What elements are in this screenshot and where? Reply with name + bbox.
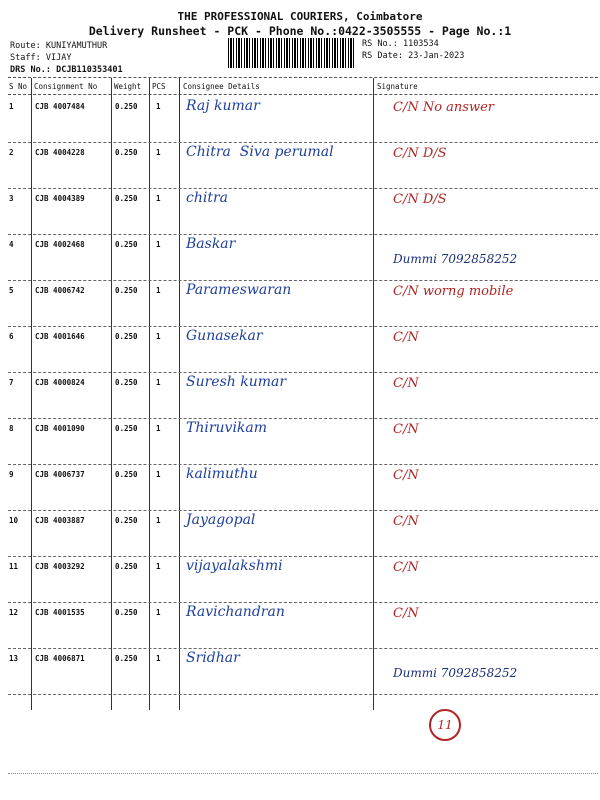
row-consignee-name: Ravichandran — [186, 604, 285, 620]
rs-date-label: RS Date: — [362, 51, 403, 61]
rs-date-field — [362, 50, 464, 62]
table-row — [8, 602, 598, 649]
row-signature-note: C/N — [393, 468, 419, 483]
row-weight: 0.250 — [115, 654, 138, 663]
table-row — [8, 96, 598, 143]
row-signature-note: C/N worng mobile — [393, 284, 514, 299]
staff-field — [10, 52, 71, 64]
row-consignment-no: CJB 4001646 — [35, 332, 85, 341]
row-signature-note: C/N D/S — [393, 192, 447, 207]
barcode — [228, 38, 356, 68]
row-signature-note: C/N — [393, 422, 419, 437]
table-row — [8, 372, 598, 419]
drs-value: DCJB110353401 — [56, 65, 123, 75]
route-value: KUNIYAMUTHUR — [45, 41, 108, 51]
table-row — [8, 234, 598, 281]
row-signature-note: C/N — [393, 560, 419, 575]
row-consignment-no: CJB 4004389 — [35, 194, 85, 203]
row-consignment-no: CJB 4001090 — [35, 424, 85, 433]
row-consignee-name: Suresh kumar — [186, 374, 287, 390]
row-weight: 0.250 — [115, 148, 138, 157]
staff-label: Staff: — [10, 53, 41, 63]
row-consignee-name: Sridhar — [186, 650, 240, 666]
row-consignee-name: Raj kumar — [186, 98, 260, 114]
page-count-stamp: 11 — [429, 709, 461, 741]
row-consignment-no: CJB 4006742 — [35, 286, 85, 295]
rs-date-value: 23-Jan-2023 — [408, 51, 465, 61]
row-consignee-name: kalimuthu — [186, 466, 258, 482]
row-consignment-no: CJB 4002468 — [35, 240, 85, 249]
table-row — [8, 556, 598, 603]
header-divider — [8, 77, 598, 78]
row-pcs: 1 — [156, 102, 161, 111]
row-sno: 11 — [9, 562, 19, 571]
row-consignee-name: vijayalakshmi — [186, 558, 283, 574]
row-pcs: 1 — [156, 470, 161, 479]
row-weight: 0.250 — [115, 516, 138, 525]
col-consignment: Consignment No — [34, 82, 98, 91]
row-consignee-name: Chitra Siva perumal — [186, 144, 334, 160]
row-signature-note: C/N — [393, 606, 419, 621]
row-sno: 9 — [9, 470, 14, 479]
row-weight: 0.250 — [115, 562, 138, 571]
row-weight: 0.250 — [115, 194, 138, 203]
row-sno: 6 — [9, 332, 14, 341]
row-consignee-name: Baskar — [186, 236, 236, 252]
col-consignee: Consignee Details — [183, 82, 260, 91]
row-consignment-no: CJB 4004228 — [35, 148, 85, 157]
row-signature-receiver: Dummi 7092858252 — [393, 252, 518, 266]
row-consignee-name: Jayagopal — [186, 512, 256, 528]
row-weight: 0.250 — [115, 332, 138, 341]
bottom-border — [8, 773, 598, 774]
row-pcs: 1 — [156, 424, 161, 433]
row-pcs: 1 — [156, 194, 161, 203]
row-sno: 4 — [9, 240, 14, 249]
row-consignment-no: CJB 4000824 — [35, 378, 85, 387]
rs-no-value: 1103534 — [402, 39, 439, 49]
row-pcs: 1 — [156, 148, 161, 157]
row-consignee-name: Thiruvikam — [186, 420, 268, 436]
row-sno: 5 — [9, 286, 14, 295]
row-pcs: 1 — [156, 608, 161, 617]
row-signature-note: C/N — [393, 376, 419, 391]
rs-no-field — [362, 38, 439, 50]
row-weight: 0.250 — [115, 470, 138, 479]
row-consignment-no: CJB 4003887 — [35, 516, 85, 525]
col-pcs: PCS — [152, 82, 166, 91]
row-weight: 0.250 — [115, 608, 138, 617]
route-label: Route: — [10, 41, 41, 51]
row-sno: 13 — [9, 654, 19, 663]
row-pcs: 1 — [156, 332, 161, 341]
row-consignee-name: Gunasekar — [186, 328, 263, 344]
row-signature-receiver: Dummi 7092858252 — [393, 666, 518, 680]
table-row — [8, 418, 598, 465]
row-weight: 0.250 — [115, 240, 138, 249]
table-row — [8, 280, 598, 327]
staff-value: VIJAY — [45, 53, 72, 63]
row-pcs: 1 — [156, 516, 161, 525]
row-weight: 0.250 — [115, 286, 138, 295]
table-row — [8, 326, 598, 373]
company-title: THE PROFESSIONAL COURIERS, Coimbatore — [177, 10, 423, 23]
table-row — [8, 648, 598, 695]
col-sno: S No — [9, 82, 28, 91]
row-consignment-no: CJB 4006871 — [35, 654, 85, 663]
row-consignment-no: CJB 4003292 — [35, 562, 85, 571]
row-pcs: 1 — [156, 378, 161, 387]
row-pcs: 1 — [156, 286, 161, 295]
row-sno: 8 — [9, 424, 14, 433]
row-pcs: 1 — [156, 654, 161, 663]
row-sno: 1 — [9, 102, 14, 111]
table-row — [8, 188, 598, 235]
row-pcs: 1 — [156, 240, 161, 249]
table-row — [8, 142, 598, 189]
row-weight: 0.250 — [115, 102, 138, 111]
row-sno: 10 — [9, 516, 19, 525]
col-signature: Signature — [377, 82, 418, 91]
table-row — [8, 510, 598, 557]
row-weight: 0.250 — [115, 378, 138, 387]
row-consignee-name: Parameswaran — [186, 282, 292, 298]
row-consignment-no: CJB 4006737 — [35, 470, 85, 479]
row-signature-note: C/N D/S — [393, 146, 447, 161]
row-signature-note: C/N — [393, 330, 419, 345]
col-weight: Weight — [114, 82, 142, 91]
drs-field — [10, 64, 123, 76]
row-sno: 3 — [9, 194, 14, 203]
runsheet-subtitle: Delivery Runsheet - PCK - Phone No.:0422-3505555 - Page No.:1 — [88, 24, 512, 38]
table-row — [8, 464, 598, 511]
row-weight: 0.250 — [115, 424, 138, 433]
row-signature-note: C/N No answer — [393, 100, 494, 115]
row-consignment-no: CJB 4007484 — [35, 102, 85, 111]
row-sno: 12 — [9, 608, 19, 617]
route-field — [10, 40, 107, 52]
rs-no-label: RS No.: — [362, 39, 398, 49]
row-sno: 2 — [9, 148, 14, 157]
row-signature-note: C/N — [393, 514, 419, 529]
drs-label: DRS No.: — [10, 65, 51, 75]
row-consignment-no: CJB 4001535 — [35, 608, 85, 617]
column-header-divider — [8, 94, 598, 95]
row-consignee-name: chitra — [186, 190, 228, 206]
row-sno: 7 — [9, 378, 14, 387]
row-pcs: 1 — [156, 562, 161, 571]
